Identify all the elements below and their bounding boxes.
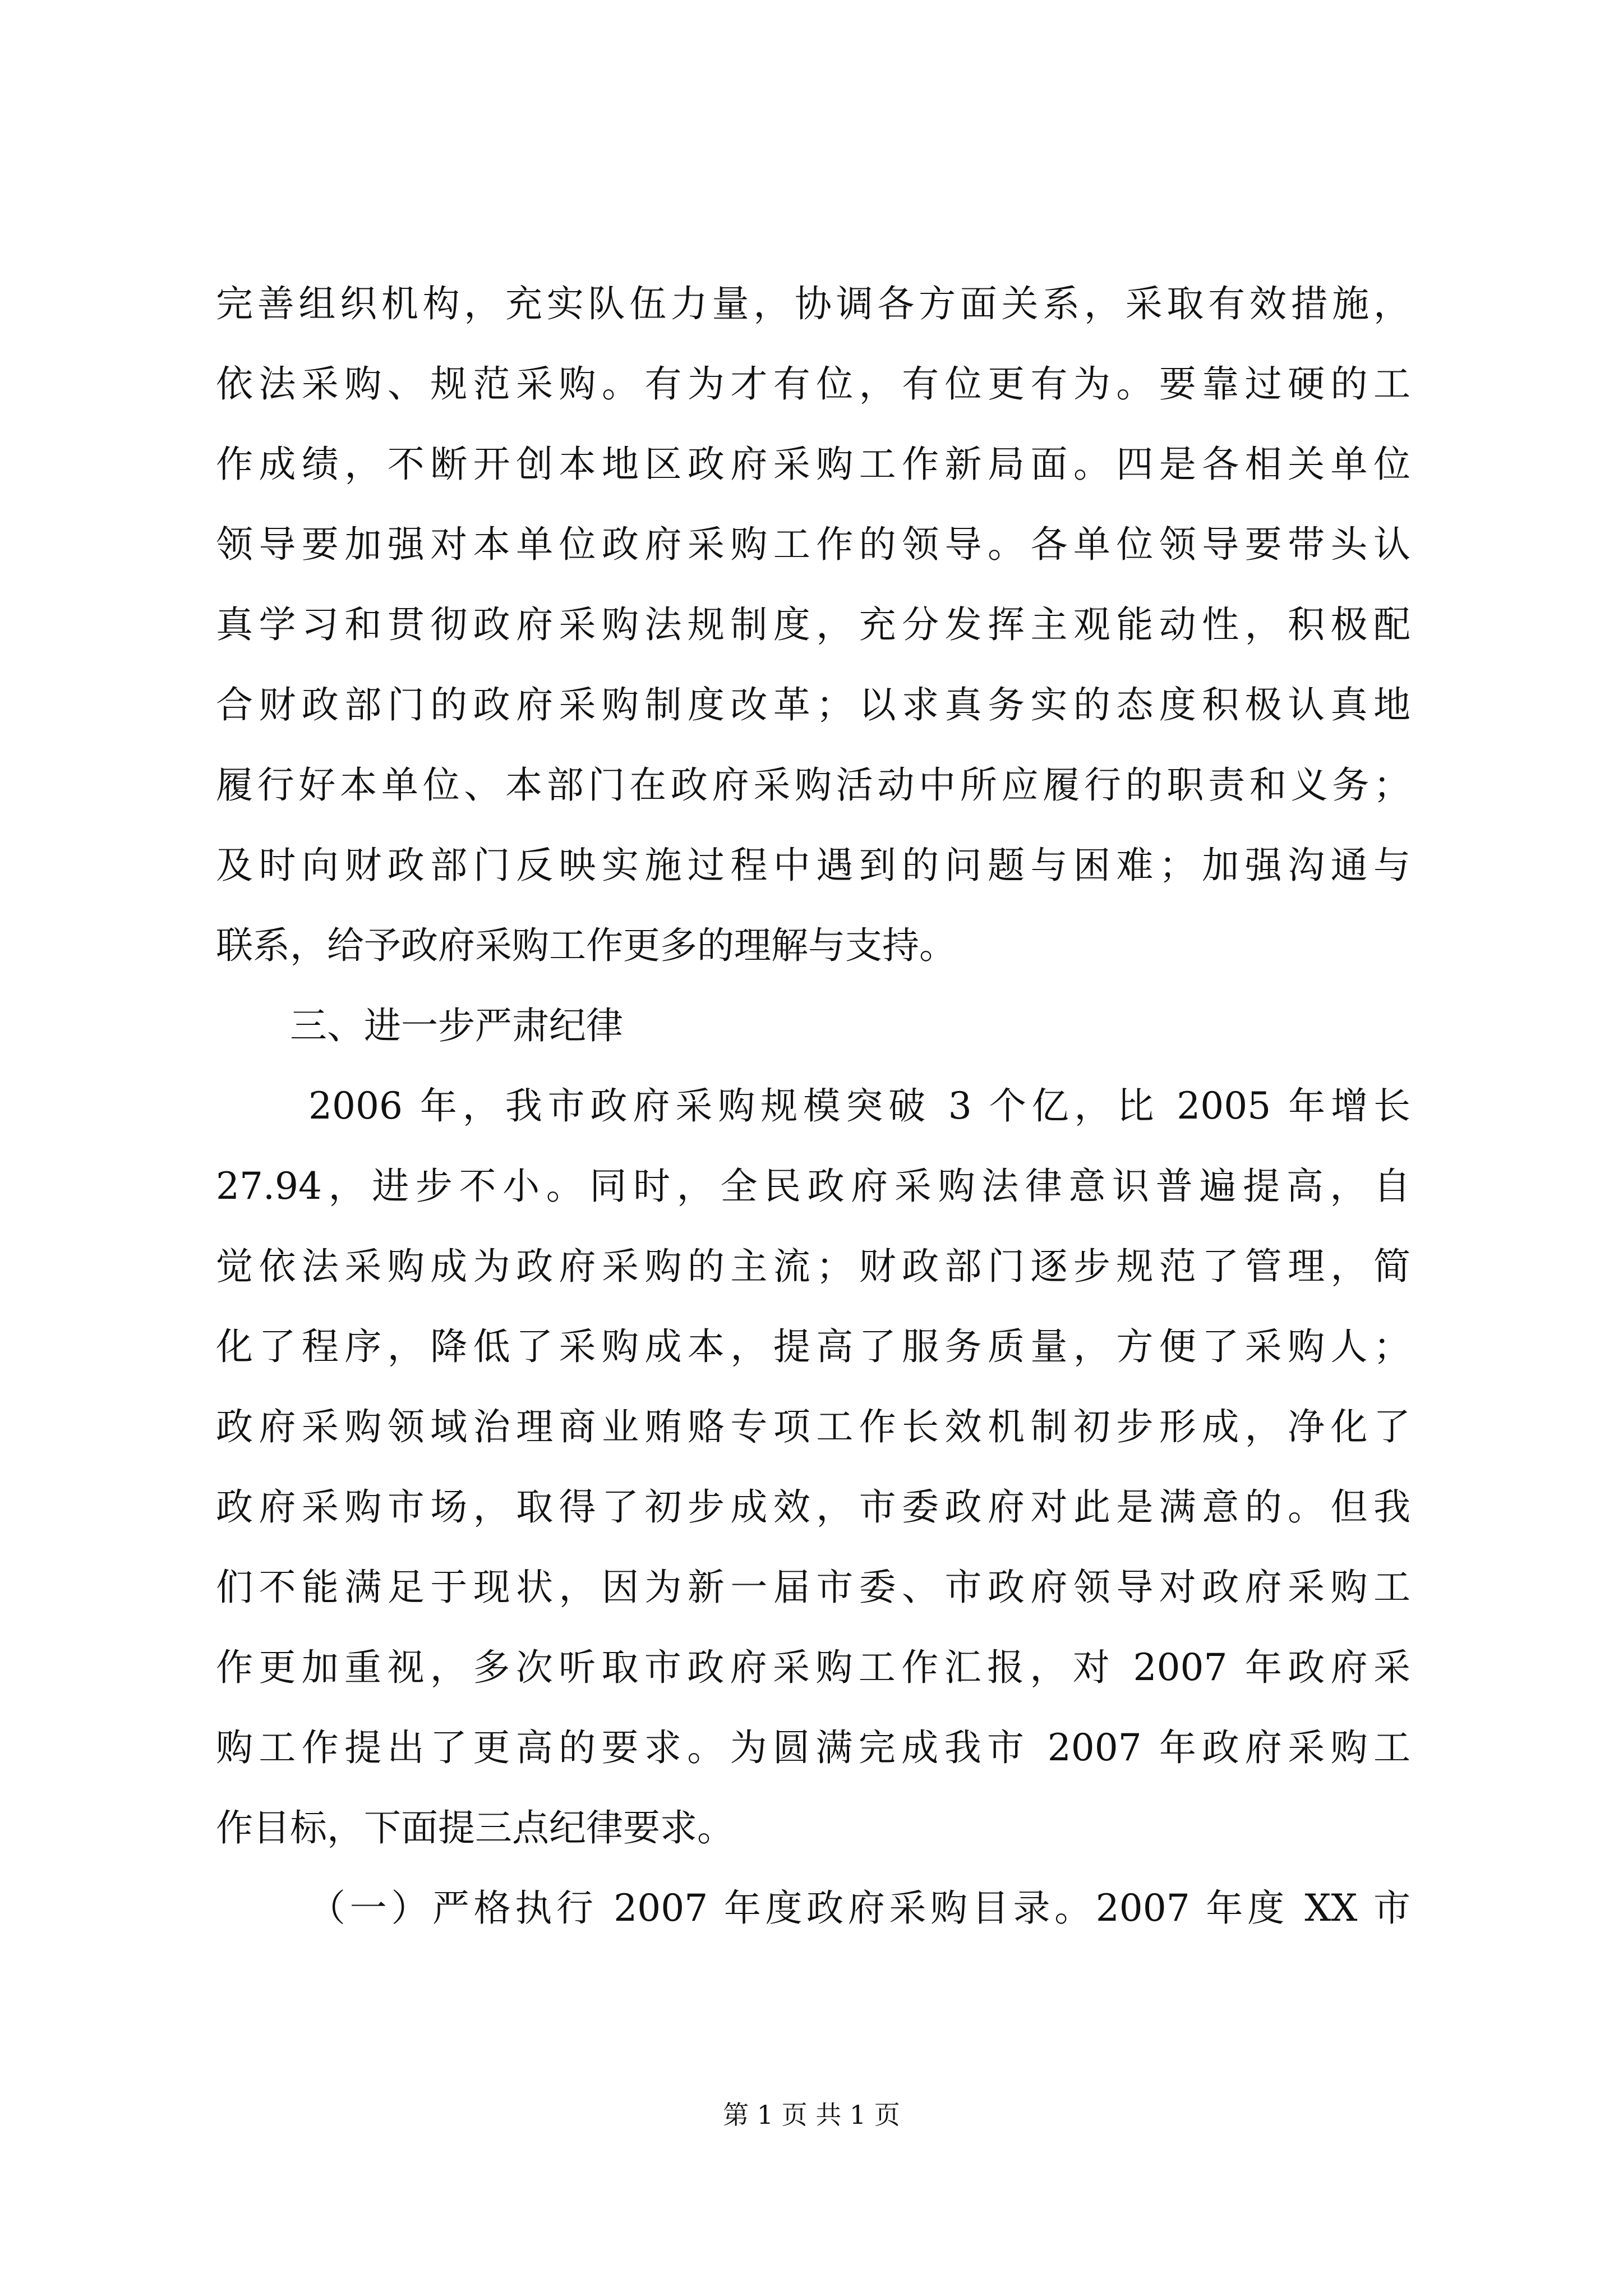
text-line: 作更加重视，多次听取市政府采购工作汇报，对 2007 年政府采: [216, 1646, 1410, 1689]
text-line: 及时向财政部门反映实施过程中遇到的问题与困难；加强沟通与: [216, 844, 1410, 887]
page-footer: 第 1 页 共 1 页: [723, 2100, 900, 2130]
text-line: 政府采购市场，取得了初步成效，市委政府对此是满意的。但我: [216, 1485, 1410, 1529]
text-line: 2006 年，我市政府采购规模突破 3 个亿，比 2005 年增长: [308, 1084, 1410, 1128]
text-line: 化了程序，降低了采购成本，提高了服务质量，方便了采购人；: [216, 1325, 1410, 1368]
text-line: 政府采购领域治理商业贿赂专项工作长效机制初步形成，净化了: [216, 1405, 1410, 1448]
text-line: 联系，给予政府采购工作更多的理解与支持。: [216, 924, 956, 967]
text-line: 27.94，进步不小。同时，全民政府采购法律意识普遍提高，自: [216, 1165, 1410, 1208]
text-line: 合财政部门的政府采购制度改革；以求真务实的态度积极认真地: [216, 683, 1410, 726]
text-line: 真学习和贯彻政府采购法规制度，充分发挥主观能动性，积极配: [216, 603, 1410, 646]
section-heading: 三、进一步严肃纪律: [290, 1004, 623, 1047]
subsection-heading: （一）严格执行 2007 年度政府采购目录。2007 年度 XX 市: [308, 1887, 1410, 1930]
text-line: 履行好本单位、本部门在政府采购活动中所应履行的职责和义务；: [216, 763, 1410, 807]
text-line: 领导要加强对本单位政府采购工作的领导。各单位领导要带头认: [216, 523, 1410, 566]
text-line: 作目标，下面提三点纪律要求。: [216, 1806, 734, 1849]
text-line: 完善组织机构，充实队伍力量，协调各方面关系，采取有效措施，: [216, 282, 1410, 325]
document-body: [216, 264, 1410, 1948]
text-line: 依法采购、规范采购。有为才有位，有位更有为。要靠过硬的工: [216, 362, 1410, 406]
text-line: 觉依法采购成为政府采购的主流；财政部门逐步规范了管理，简: [216, 1245, 1410, 1288]
text-line: 作成绩，不断开创本地区政府采购工作新局面。四是各相关单位: [216, 443, 1410, 486]
text-line: 购工作提出了更高的要求。为圆满完成我市 2007 年政府采购工: [216, 1726, 1410, 1769]
text-line: 们不能满足于现状，因为新一届市委、市政府领导对政府采购工: [216, 1566, 1410, 1609]
